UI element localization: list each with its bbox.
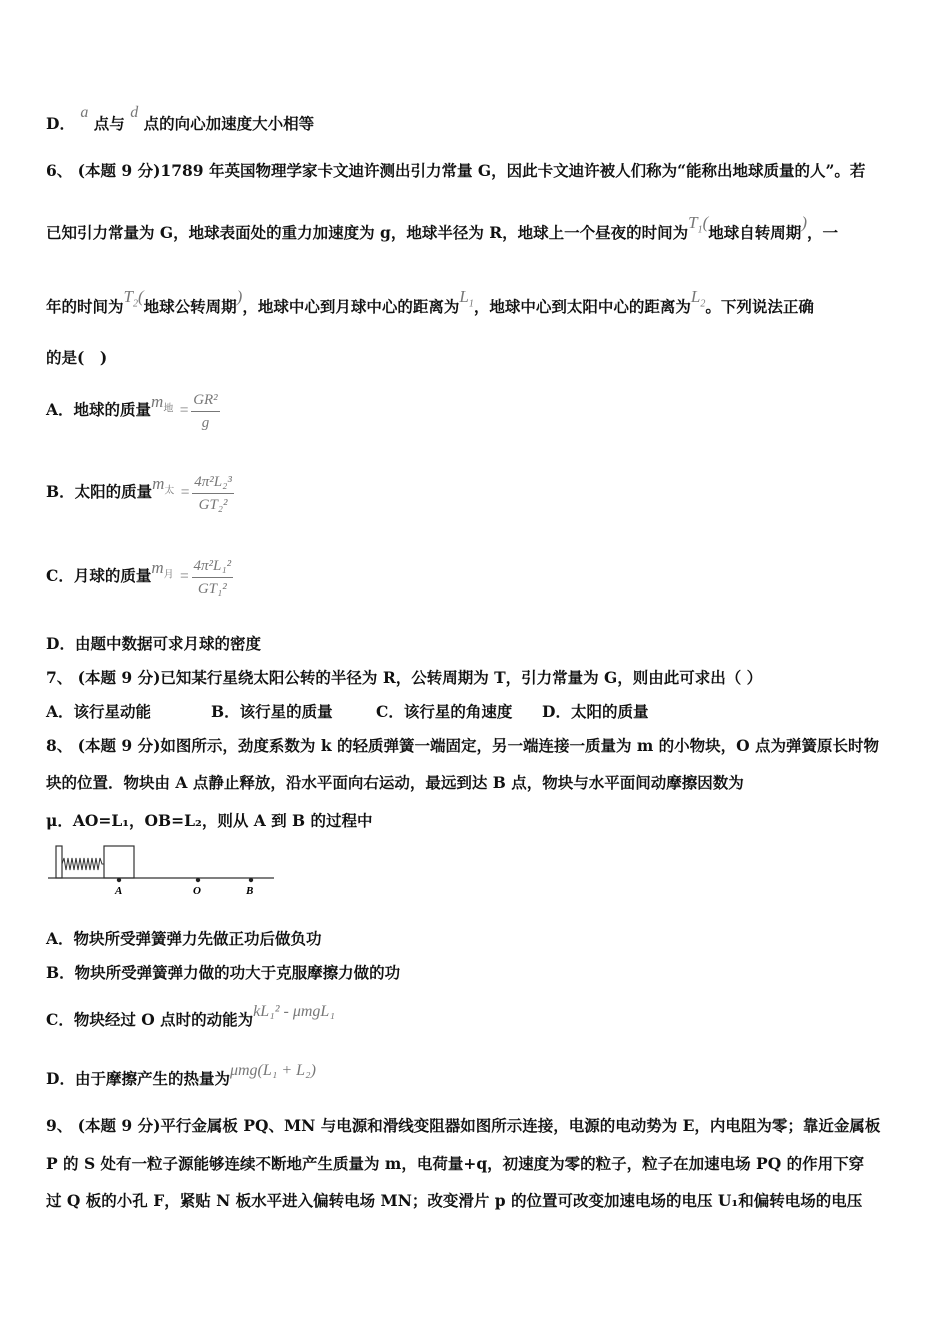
q6-L1: $L_1$ xyxy=(459,287,474,310)
q7-option-c: C．该行星的角速度 xyxy=(376,702,513,721)
q5d-a: a xyxy=(80,104,89,121)
q6-optB-label: B．太阳的质量 xyxy=(46,482,153,501)
q6-line3e: 。下列说法正确 xyxy=(705,297,814,316)
q6-line2: 已知引力常量为 G，地球表面处的重力加速度为 g，地球半径为 R，地球上一个昼夜的时间为$T_1$(地球自转周期)，一 xyxy=(46,213,838,242)
point-b-dot xyxy=(249,878,253,882)
label-b: B xyxy=(246,885,254,897)
label-o: O xyxy=(193,885,201,897)
q6-T1: $T_1$( xyxy=(688,213,709,236)
q7-option-a: A．该行星动能 xyxy=(46,702,152,721)
q6-line3a: 年的时间为 xyxy=(46,297,124,316)
q5-option-d xyxy=(46,104,315,135)
q6-line3b: 地球公转周期 xyxy=(143,297,237,316)
q5d-end: 点的向心加速度大小相等 xyxy=(143,114,315,133)
q6-line3d: ，地球中心到太阳中心的距离为 xyxy=(473,297,691,316)
q8-optC-expr: kL₁² - μmgL₁ xyxy=(253,1003,335,1020)
q6-option-b: B．太阳的质量$m_太$ = $\frac{\text{4π²L₂³}}{\text{GT₂²}}$ xyxy=(46,470,234,521)
label-a: A xyxy=(115,885,123,897)
q8-optC-label: C．物块经过 O 点时的动能为 xyxy=(46,1010,254,1029)
q6-option-d: D．由题中数据可求月球的密度 xyxy=(46,634,261,653)
q9-line2: P 的 S 处有一粒子源能够连续不断地产生质量为 m，电荷量+q，初速度为零的粒子，粒子在加速电场 PQ 的作用下穿 xyxy=(46,1154,865,1173)
wall xyxy=(56,846,62,878)
q6-optB-fraction: $\frac{\text{4π²L₂³}}{\text{GT₂²}}$ xyxy=(192,471,234,516)
q8-line1: 8、 (本题 9 分)如图所示，劲度系数为 k 的轻质弹簧一端固定，另一端连接一质量为 m 的小物块，O 点为弹簧原长时物 xyxy=(46,736,880,755)
q6-line3: 年的时间为$T_2$(地球公转周期)，地球中心到月球中心的距离为$L_1$，地球中心到太阳中心的距离为$L_2$。下列说法正确 xyxy=(46,287,814,316)
q8-spring-figure xyxy=(46,842,278,898)
q6-optA-fraction: $\frac{\text{GR²}}{g}$ xyxy=(191,389,220,434)
q8-optD-label: D．由于摩擦产生的热量为 xyxy=(46,1069,230,1088)
q8-line3: μ．AO=L₁，OB=L₂，则从 A 到 B 的过程中 xyxy=(46,811,373,830)
q8-option-d xyxy=(46,1062,316,1090)
point-o-dot xyxy=(196,878,200,882)
q7-option-d: D．太阳的质量 xyxy=(542,702,649,721)
q9-line3: 过 Q 板的小孔 F，紧贴 N 板水平进入偏转电场 MN；改变滑片 p 的位置可改变加速电场的电压 U₁和偏转电场的电压 xyxy=(46,1191,863,1210)
q9-line1: 9、 (本题 9 分)平行金属板 PQ、MN 与电源和滑线变阻器如图所示连接，电源的电动势为 E，内电阻为零；靠近金属板 xyxy=(46,1116,881,1135)
q6-line1: 6、 (本题 9 分)1789 年英国物理学家卡文迪许测出引力常量 G，因此卡文迪许被人们称为“能称出地球质量的人”。若 xyxy=(46,161,866,180)
q8-option-c xyxy=(46,1003,335,1031)
q6-optC-fraction: $\frac{\text{4π²L₁²}}{\text{GT₁²}}$ xyxy=(192,555,234,600)
q8-optD-expr: μmg(L₁ + L₂) xyxy=(229,1062,316,1079)
q8-line2: 块的位置．物块由 A 点静止释放，沿水平面向右运动，最远到达 B 点，物块与水平面间动摩擦因数为 xyxy=(46,773,744,792)
q8-option-a: A．物块所受弹簧弹力先做正功后做负功 xyxy=(46,929,322,948)
q5d-d: d xyxy=(130,104,139,121)
spring xyxy=(62,858,104,870)
q5d-label: D． xyxy=(46,114,75,133)
q6-option-a: A．地球的质量$m_地$ = $\frac{\text{GR²}}{g}$ xyxy=(46,388,220,439)
q6-line2a: 已知引力常量为 G，地球表面处的重力加速度为 g，地球半径为 R，地球上一个昼夜的时间为 xyxy=(46,223,689,242)
q6-L2: $L_2$ xyxy=(690,287,706,310)
q6-line3c: ，地球中心到月球中心的距离为 xyxy=(242,297,460,316)
q6-optA-label: A．地球的质量 xyxy=(46,400,152,419)
q6-line2c: ，一 xyxy=(806,223,838,242)
q7-line1: 7、 (本题 9 分)已知某行星绕太阳公转的半径为 R，公转周期为 T，引力常量为 G，则由此可求出（ ） xyxy=(46,668,763,687)
q7-option-b: B．该行星的质量 xyxy=(211,702,333,721)
block xyxy=(104,846,134,878)
q6-option-c: C．月球的质量$m_月$ = $\frac{\text{4π²L₁²}}{\text{GT₁²}}$ xyxy=(46,554,233,605)
q5d-mid: 点与 xyxy=(93,114,125,133)
point-a-dot xyxy=(117,878,121,882)
q6-T2: $T_2$( xyxy=(123,287,144,310)
q6-optC-label: C．月球的质量 xyxy=(46,566,152,585)
q8-option-b: B．物块所受弹簧弹力做的功大于克服摩擦力做的功 xyxy=(46,963,401,982)
q6-line2b: 地球自转周期 xyxy=(708,223,802,242)
q6-line4: 的是( ) xyxy=(46,348,108,367)
